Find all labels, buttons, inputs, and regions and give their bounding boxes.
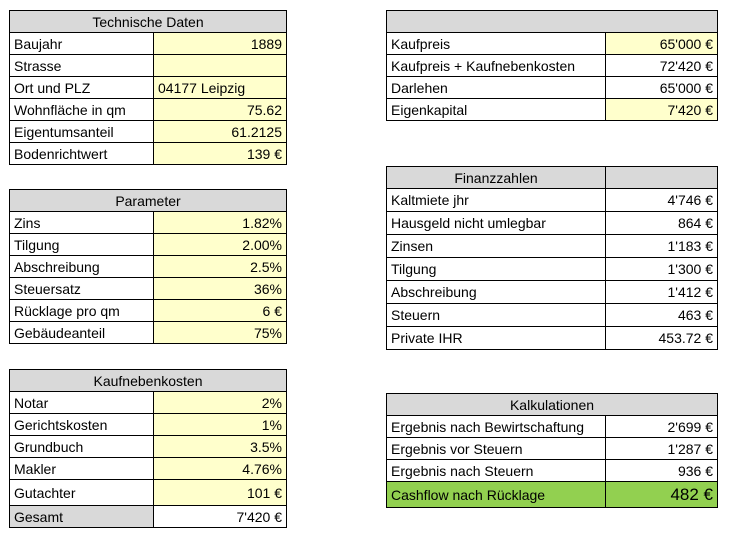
- kauf-table: [386, 10, 718, 121]
- table-row: [10, 256, 287, 278]
- row-label: Ergebnis vor Steuern: [387, 438, 606, 460]
- kaufnebenkosten-title: Kaufnebenkosten: [10, 370, 287, 392]
- table-row: [10, 143, 287, 165]
- kaufpreis-gesamt-cell: 72'420 €: [606, 55, 718, 77]
- gesamt-cell: 7'420 €: [154, 506, 287, 528]
- row-label: Kaufpreis + Kaufnebenkosten: [387, 55, 606, 77]
- gesamt-label: Gesamt: [10, 506, 154, 528]
- table-row: [10, 33, 287, 55]
- row-label: Baujahr: [10, 33, 154, 55]
- row-label: Abschreibung: [10, 256, 154, 278]
- row-label: Gutachter: [10, 480, 154, 506]
- eigenkapital-cell[interactable]: 7'420 €: [606, 99, 718, 121]
- total-row: [10, 506, 287, 528]
- table-row: [10, 212, 287, 234]
- cashflow-label: Cashflow nach Rücklage: [387, 482, 606, 508]
- row-label: Strasse: [10, 55, 154, 77]
- table-row: [10, 436, 287, 458]
- finanzzahlen-title: Finanzzahlen: [387, 167, 606, 189]
- finanzzahlen-table: [386, 166, 718, 350]
- row-label: Zinsen: [387, 235, 606, 258]
- strasse-cell[interactable]: [154, 55, 287, 77]
- table-row: [10, 322, 287, 344]
- row-label: Ergebnis nach Bewirtschaftung: [387, 416, 606, 438]
- row-label: Makler: [10, 458, 154, 480]
- table-row: [387, 304, 718, 327]
- table-row: [10, 480, 287, 506]
- row-label: Kaufpreis: [387, 33, 606, 55]
- table-row: [387, 212, 718, 235]
- kaltmiete-cell: 4'746 €: [606, 189, 718, 212]
- ergebnis-bewirtschaftung-cell: 2'699 €: [606, 416, 718, 438]
- kaufpreis-cell[interactable]: 65'000 €: [606, 33, 718, 55]
- table-row: [10, 99, 287, 121]
- row-label: Steuersatz: [10, 278, 154, 300]
- notar-cell[interactable]: 2%: [154, 392, 287, 414]
- table-row: [10, 121, 287, 143]
- table-row: [387, 416, 718, 438]
- table-row: [387, 460, 718, 482]
- table-row: [387, 438, 718, 460]
- table-row: [387, 189, 718, 212]
- hausgeld-cell: 864 €: [606, 212, 718, 235]
- row-label: Grundbuch: [10, 436, 154, 458]
- table-row: [10, 77, 287, 99]
- grundbuch-cell[interactable]: 3.5%: [154, 436, 287, 458]
- row-label: Steuern: [387, 304, 606, 327]
- table-row: [387, 77, 718, 99]
- gutachter-cell[interactable]: 101 €: [154, 480, 287, 506]
- row-label: Bodenrichtwert: [10, 143, 154, 165]
- parameter-title: Parameter: [10, 190, 287, 212]
- technische-daten-table: [9, 10, 287, 165]
- row-label: Ort und PLZ: [10, 77, 154, 99]
- eigentumsanteil-cell[interactable]: 61.2125: [154, 121, 287, 143]
- table-row: [387, 99, 718, 121]
- table-row: [10, 392, 287, 414]
- kauf-title: [387, 11, 718, 33]
- abschreibung-betrag-cell: 1'412 €: [606, 281, 718, 304]
- row-label: Wohnfläche in qm: [10, 99, 154, 121]
- row-label: Gebäudeanteil: [10, 322, 154, 344]
- row-label: Kaltmiete jhr: [387, 189, 606, 212]
- parameter-table: [9, 189, 287, 344]
- wohnflaeche-cell[interactable]: 75.62: [154, 99, 287, 121]
- table-row: [10, 458, 287, 480]
- row-label: Zins: [10, 212, 154, 234]
- private-ihr-cell: 453.72 €: [606, 327, 718, 350]
- table-row: [10, 300, 287, 322]
- table-row: [387, 327, 718, 350]
- cashflow-row: [387, 482, 718, 508]
- row-label: Ergebnis nach Steuern: [387, 460, 606, 482]
- bodenrichtwert-cell[interactable]: 139 €: [154, 143, 287, 165]
- table-row: [387, 55, 718, 77]
- table-row: [387, 258, 718, 281]
- kalkulationen-title: Kalkulationen: [387, 394, 718, 416]
- zins-cell[interactable]: 1.82%: [154, 212, 287, 234]
- ort-plz-cell[interactable]: 04177 Leipzig: [154, 77, 287, 99]
- gerichtskosten-cell[interactable]: 1%: [154, 414, 287, 436]
- zinsen-cell: 1'183 €: [606, 235, 718, 258]
- baujahr-cell[interactable]: 1889: [154, 33, 287, 55]
- ergebnis-vor-steuern-cell: 1'287 €: [606, 438, 718, 460]
- table-row: [10, 55, 287, 77]
- row-label: Abschreibung: [387, 281, 606, 304]
- table-row: [10, 278, 287, 300]
- row-label: Eigenkapital: [387, 99, 606, 121]
- gebaeudeanteil-cell[interactable]: 75%: [154, 322, 287, 344]
- table-row: [10, 414, 287, 436]
- finanzzahlen-title-blank: [606, 167, 718, 189]
- kalkulationen-table: [386, 393, 718, 508]
- row-label: Hausgeld nicht umlegbar: [387, 212, 606, 235]
- row-label: Private IHR: [387, 327, 606, 350]
- table-row: [387, 281, 718, 304]
- steuersatz-cell[interactable]: 36%: [154, 278, 287, 300]
- row-label: Darlehen: [387, 77, 606, 99]
- steuern-cell: 463 €: [606, 304, 718, 327]
- table-row: [387, 33, 718, 55]
- row-label: Tilgung: [387, 258, 606, 281]
- abschreibung-cell[interactable]: 2.5%: [154, 256, 287, 278]
- ruecklage-cell[interactable]: 6 €: [154, 300, 287, 322]
- table-row: [387, 235, 718, 258]
- cashflow-cell: 482 €: [606, 482, 718, 508]
- table-row: [10, 234, 287, 256]
- row-label: Eigentumsanteil: [10, 121, 154, 143]
- tilgung-betrag-cell: 1'300 €: [606, 258, 718, 281]
- ergebnis-nach-steuern-cell: 936 €: [606, 460, 718, 482]
- row-label: Gerichtskosten: [10, 414, 154, 436]
- makler-cell[interactable]: 4.76%: [154, 458, 287, 480]
- row-label: Tilgung: [10, 234, 154, 256]
- row-label: Rücklage pro qm: [10, 300, 154, 322]
- darlehen-cell: 65'000 €: [606, 77, 718, 99]
- technische-daten-title: Technische Daten: [10, 11, 287, 33]
- tilgung-cell[interactable]: 2.00%: [154, 234, 287, 256]
- row-label: Notar: [10, 392, 154, 414]
- kaufnebenkosten-table: [9, 369, 287, 528]
